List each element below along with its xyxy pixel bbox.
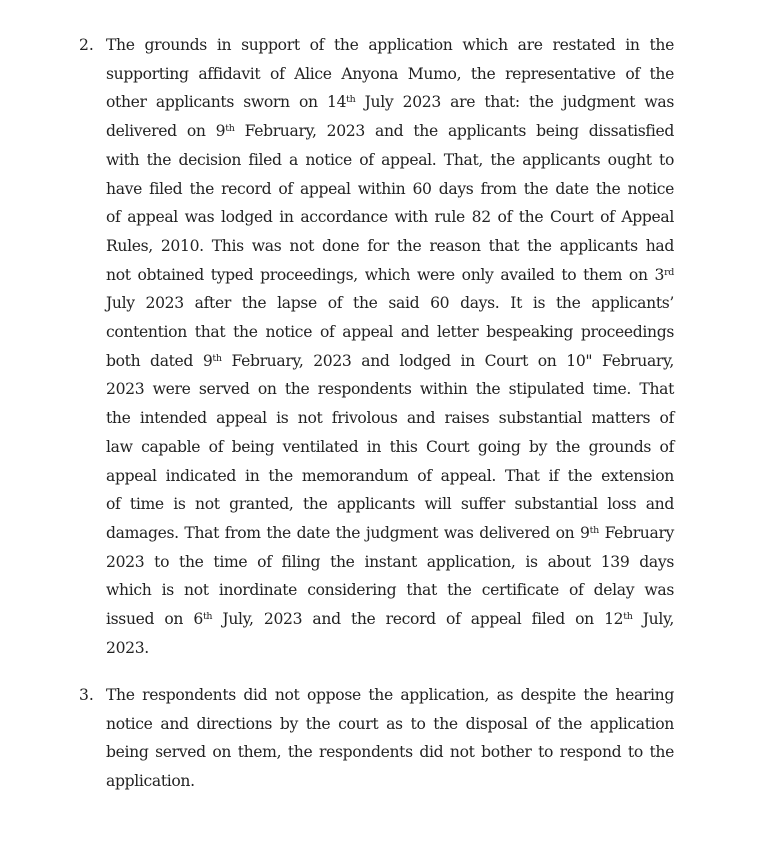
- text-line: 2023 to the time of filing the instant application, is about 139 days: [106, 552, 674, 571]
- ordinal-superscript: th: [212, 352, 222, 364]
- text-line: not obtained typed proceedings, which were only availed to them on 3rd: [106, 265, 674, 284]
- text-line: have filed the record of appeal within 60 days from the date the notice: [106, 179, 674, 198]
- text-line: 2023 were served on the respondents within the stipulated time. That: [106, 380, 674, 399]
- text-line: Rules, 2010. This was not done for the reason that the applicants had: [106, 236, 674, 255]
- text-line: notice and directions by the court as to the disposal of the application: [106, 714, 674, 733]
- text-line: application.: [106, 772, 195, 791]
- text-line: both dated 9th February, 2023 and lodged in Court on 10" February,: [106, 351, 674, 370]
- text-line: contention that the notice of appeal and letter bespeaking proceedings: [106, 323, 674, 341]
- text-line: of appeal was lodged in accordance with rule 82 of the Court of Appeal: [106, 208, 674, 227]
- text-line: issued on 6th July, 2023 and the record of appeal filed on 12th July,: [106, 610, 674, 628]
- paragraph-number: 2.: [79, 36, 94, 54]
- text-line: July 2023 after the lapse of the said 60 days. It is the applicants’: [106, 294, 674, 313]
- ordinal-superscript: th: [589, 524, 599, 536]
- ordinal-superscript: th: [346, 94, 356, 106]
- text-line: appeal indicated in the memorandum of appeal. That if the extension: [106, 466, 674, 485]
- text-line: which is not inordinate considering that the certificate of delay was: [106, 581, 674, 600]
- text-line: The grounds in support of the application which are restated in the: [106, 36, 674, 54]
- ordinal-superscript: th: [623, 611, 633, 622]
- ordinal-superscript: th: [202, 611, 213, 622]
- text-line: delivered on 9th February, 2023 and the applicants being dissatisfied: [106, 122, 674, 141]
- ordinal-superscript: th: [225, 123, 235, 135]
- text-line: damages. That from the date the judgment was delivered on 9th February: [106, 523, 675, 542]
- text-line: with the decision filed a notice of appeal. That, the applicants ought to: [106, 150, 674, 169]
- ordinal-superscript: rd: [664, 266, 674, 278]
- text-line: other applicants sworn on 14th July 2023 are that: the judgment was: [106, 93, 674, 112]
- text-line: The respondents did not oppose the application, as despite the hearing: [106, 686, 674, 704]
- text-line: the intended appeal is not frivolous and raises substantial matters of: [106, 409, 674, 428]
- text-line: law capable of being ventilated in this Court going by the grounds of: [106, 437, 674, 456]
- text-line: 2023.: [106, 638, 149, 657]
- text-line: of time is not granted, the applicants will suffer substantial loss and: [106, 495, 674, 514]
- text-line: being served on them, the respondents did not bother to respond to the: [106, 743, 674, 762]
- text-line: supporting affidavit of Alice Anyona Mumo, the representative of the: [106, 64, 674, 83]
- paragraph-number: 3.: [79, 686, 94, 704]
